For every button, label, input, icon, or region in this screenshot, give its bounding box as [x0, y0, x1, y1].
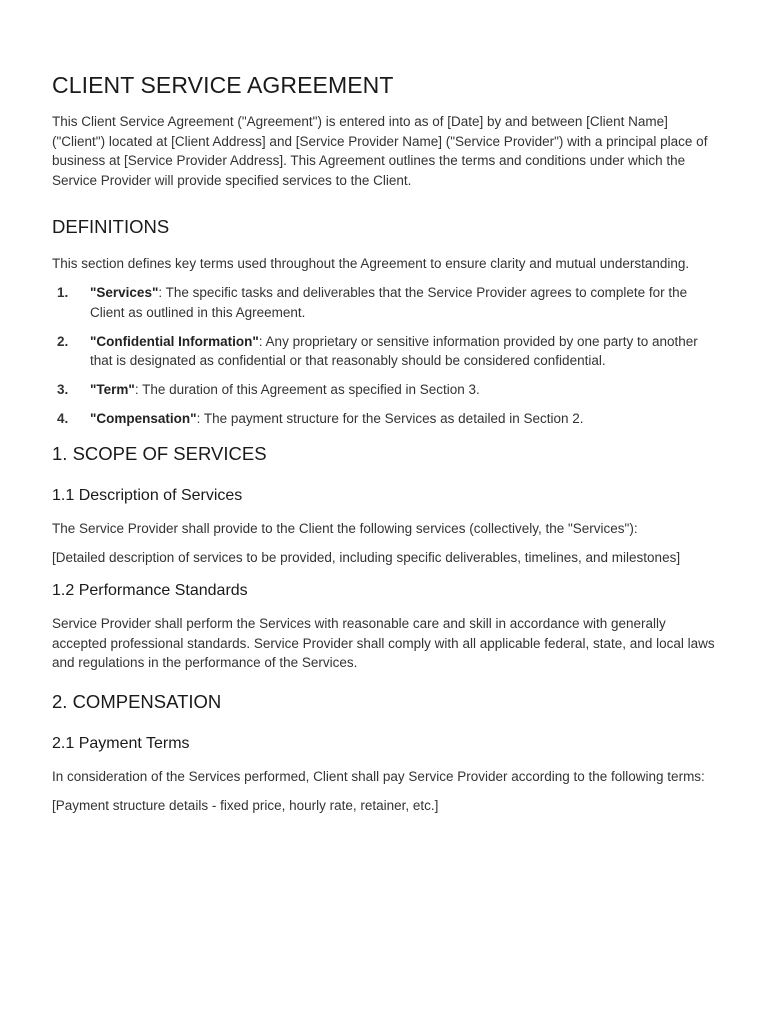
- document-title: CLIENT SERVICE AGREEMENT: [52, 72, 394, 98]
- list-number: 2.: [57, 333, 69, 349]
- definition-text: : The duration of this Agreement as specified in Section 3.: [134, 382, 480, 398]
- description-text: The Service Provider shall provide to the Client the following services (collectively, the "Services"):: [52, 521, 638, 537]
- description-placeholder: [Detailed description of services to be provided, including specific deliverables, timelines, and milestones]: [52, 549, 681, 565]
- intro-paragraph: This Client Service Agreement ("Agreement") is entered into as of [Date] by and between [Client Name] ("Client") located at [Client Address] and [Service Provider Name] ("Service Provider") with a principal place of business at [Service Provider Address]. This Agreement outlines the terms and conditions under which the Service Provider will provide specified services to the Client.: [52, 114, 708, 188]
- definition-term: "Confidential Information": [90, 333, 259, 349]
- definition-item: [52, 283, 722, 322]
- description-heading: 1.1 Description of Services: [52, 487, 243, 505]
- definition-text: : Any proprietary or sensitive information provided by one party to another that is designated as confidential or that reasonably should be considered confidential.: [90, 333, 698, 369]
- definition-term: "Term": [90, 382, 135, 398]
- definition-term: "Compensation": [90, 411, 197, 427]
- list-number: 3.: [57, 382, 69, 398]
- definition-item: [52, 380, 722, 400]
- definition-term: "Services": [90, 284, 159, 300]
- compensation-heading: 2. COMPENSATION: [52, 691, 222, 713]
- definitions-intro: This section defines key terms used throughout the Agreement to ensure clarity and mutual understanding.: [52, 256, 690, 272]
- definitions-heading: DEFINITIONS: [52, 216, 170, 238]
- list-number: 4.: [57, 411, 69, 427]
- document-page: [52, 70, 722, 824]
- performance-heading: 1.2 Performance Standards: [52, 582, 248, 600]
- performance-text: Service Provider shall perform the Services with reasonable care and skill in accordance with generally accepted professional standards. Service Provider shall comply with all applicable federal, state, and local laws and regulations in the performance of the Services.: [52, 616, 715, 671]
- definition-text: : The specific tasks and deliverables that the Service Provider agrees to complete for the Client as outlined in this Agreement.: [90, 284, 688, 320]
- definition-item: [52, 409, 722, 429]
- definition-text: : The payment structure for the Services as detailed in Section 2.: [196, 411, 584, 427]
- definitions-list: [52, 283, 722, 429]
- list-number: 1.: [57, 284, 69, 300]
- definition-item: [52, 332, 722, 371]
- payment-terms-heading: 2.1 Payment Terms: [52, 735, 190, 753]
- scope-heading: 1. SCOPE OF SERVICES: [52, 443, 267, 465]
- payment-terms-text: In consideration of the Services performed, Client shall pay Service Provider according to the following terms:: [52, 769, 705, 785]
- payment-terms-placeholder: [Payment structure details - fixed price, hourly rate, retainer, etc.]: [52, 797, 439, 813]
